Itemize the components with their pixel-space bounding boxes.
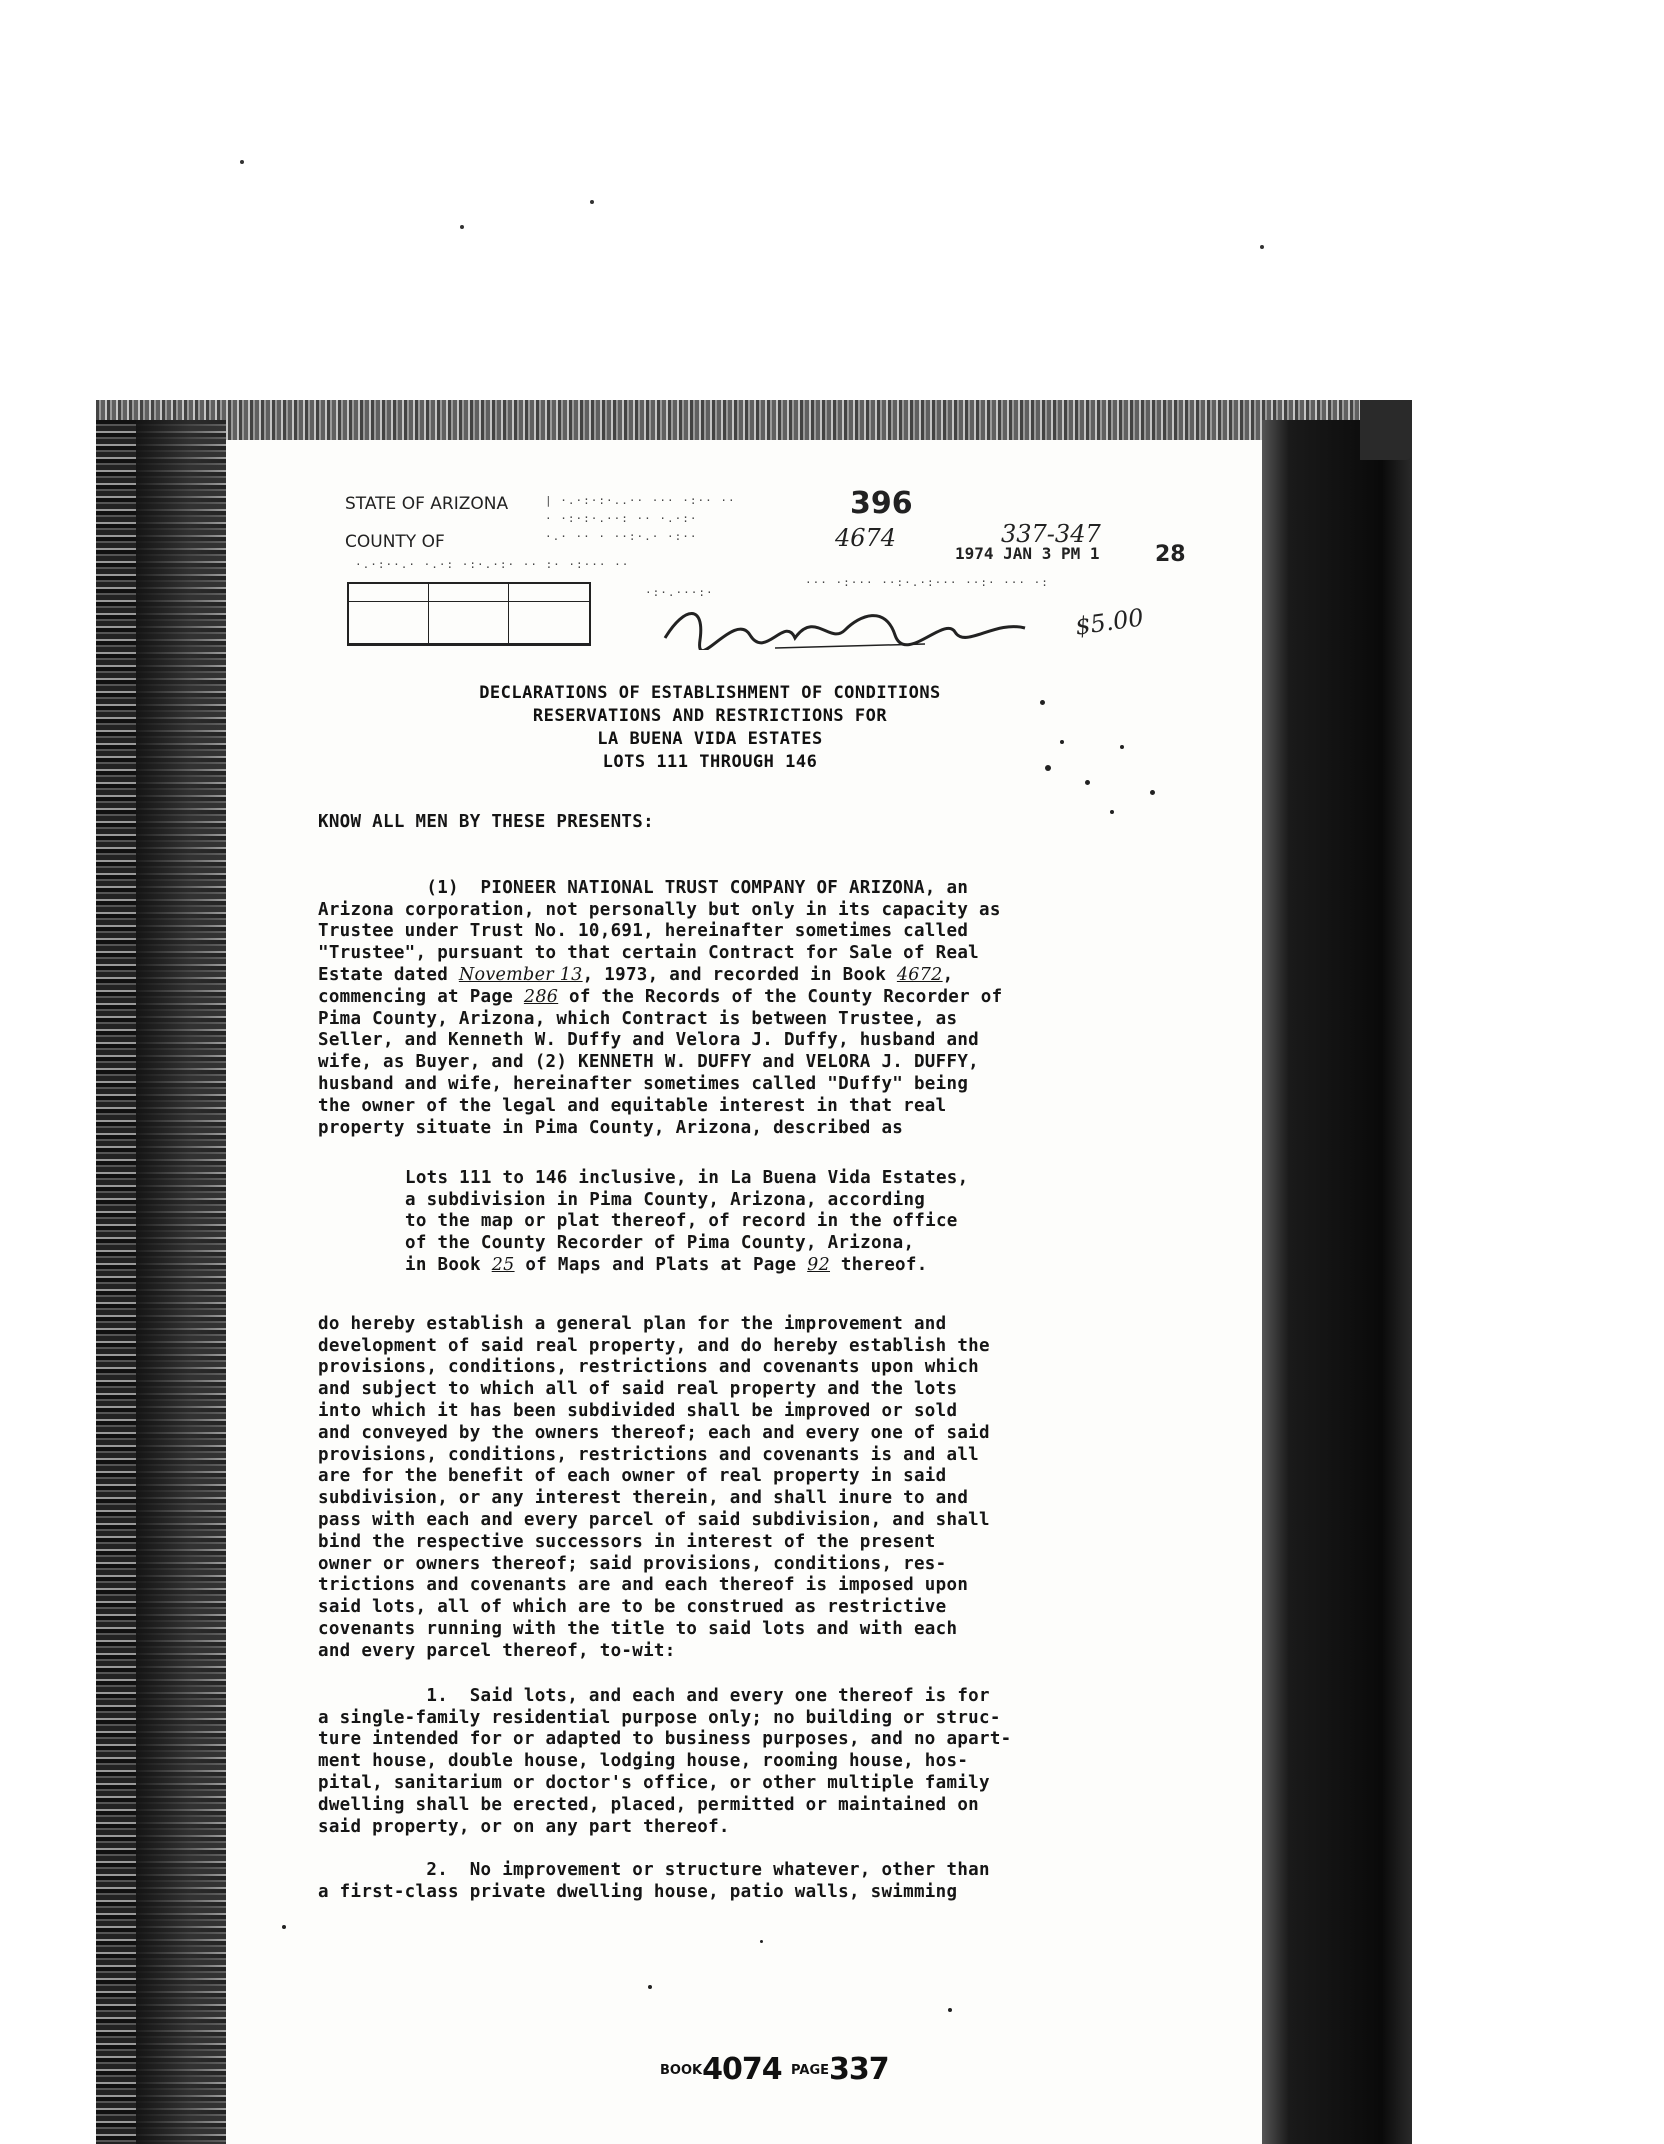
text-line: Estate dated November 13, 1973, and recorded in Book 4672, — [318, 964, 954, 985]
stamp-noise: ··· ·:··· ··:·.·:··· ··:· ··· ·: — [805, 576, 1049, 589]
stamp-noise: · ·:·:·.··: ·· ·.·:· — [545, 512, 698, 525]
scan-speck — [1110, 810, 1114, 814]
scan-top-edge — [96, 400, 1412, 440]
text-line: development of said real property, and do hereby establish the — [318, 1335, 990, 1356]
scan-speck — [948, 2008, 952, 2012]
text-line: ment house, double house, lodging house, rooming house, hos- — [318, 1751, 969, 1772]
text-line: said property, or on any part thereof. — [318, 1816, 730, 1837]
scan-speck — [1120, 745, 1124, 749]
paragraph-restriction-1 — [318, 1664, 1012, 1860]
text-line: ture intended for or adapted to business purposes, and no apart- — [318, 1729, 1012, 1750]
stamp-recorded-minute: 28 — [1155, 542, 1186, 567]
paragraph-general-plan — [318, 1292, 990, 1684]
text-line: provisions, conditions, restrictions and covenants is and all — [318, 1444, 979, 1465]
stamp-recorded-date: 1974 JAN 3 PM 1 — [955, 544, 1100, 563]
stamp-number: 396 — [850, 486, 913, 521]
text-line: Pima County, Arizona, which Contract is between Trustee, as — [318, 1008, 958, 1029]
text-line: (1) PIONEER NATIONAL TRUST COMPANY OF ARIZONA, an — [318, 877, 969, 898]
title-line: LA BUENA VIDA ESTATES — [597, 729, 823, 749]
scan-speck — [282, 1925, 286, 1929]
text-line: are for the benefit of each owner of real property in said — [318, 1466, 947, 1487]
text-line: wife, as Buyer, and (2) KENNETH W. DUFFY and VELORA J. DUFFY, — [318, 1052, 979, 1073]
footer-page-label: PAGE — [791, 2063, 829, 2078]
text-line: Seller, and Kenneth W. Duffy and Velora J. Duffy, husband and — [318, 1030, 979, 1051]
text-line: covenants running with the title to said lots and with each — [318, 1618, 958, 1639]
text-line: to the map or plat thereof, of record in the office — [405, 1211, 958, 1232]
text-line: into which it has been subdivided shall be improved or sold — [318, 1400, 958, 1421]
text-line: Lots 111 to 146 inclusive, in La Buena Vida Estates, — [405, 1167, 969, 1188]
scan-speck — [1085, 780, 1090, 785]
scan-left-edge — [96, 420, 226, 2144]
text-line: 1. Said lots, and each and every one thereof is for — [318, 1685, 990, 1706]
handwritten-map-page: 92 — [807, 1254, 831, 1275]
scan-speck — [460, 225, 464, 229]
text-line: subdivision, or any interest therein, and shall inure to and — [318, 1488, 969, 1509]
text-line: and every parcel thereof, to-wit: — [318, 1640, 676, 1661]
recording-stamp — [335, 486, 1195, 660]
stamp-county: COUNTY OF — [345, 532, 445, 552]
text-line: pass with each and every parcel of said subdivision, and shall — [318, 1509, 990, 1530]
text-line: the owner of the legal and equitable interest in that real — [318, 1095, 947, 1116]
text-line: a single-family residential purpose only; no building or struc- — [318, 1707, 1001, 1728]
scan-speck — [1150, 790, 1155, 795]
text-line: of the County Recorder of Pima County, Arizona, — [405, 1233, 915, 1254]
intro-line: KNOW ALL MEN BY THESE PRESENTS: — [318, 812, 654, 832]
title-line: LOTS 111 THROUGH 146 — [602, 752, 818, 772]
text-line: property situate in Pima County, Arizona, described as — [318, 1117, 904, 1138]
text-line: Arizona corporation, not personally but only in its capacity as — [318, 899, 1001, 920]
scan-speck — [1260, 245, 1264, 249]
paragraph-restriction-2 — [318, 1838, 990, 1925]
text-line: dwelling shall be erected, placed, permitted or maintained on — [318, 1794, 979, 1815]
stamp-state: STATE OF ARIZONA — [345, 494, 509, 514]
text-line: "Trustee", pursuant to that certain Contract for Sale of Real — [318, 943, 979, 964]
text-line: a first-class private dwelling house, patio walls, swimming — [318, 1881, 958, 1902]
handwritten-book: 4672 — [896, 964, 943, 985]
footer-book-label: BOOK — [660, 2063, 703, 2078]
stamp-noise: | ·.·:·:·..·· ··· ·:·· ·· — [545, 494, 736, 507]
text-line: and conveyed by the owners thereof; each and every one of said — [318, 1422, 990, 1443]
footer-page: 337 — [829, 2052, 889, 2087]
footer-book: 4074 — [702, 2052, 782, 2087]
text-line: do hereby establish a general plan for the improvement and — [318, 1313, 947, 1334]
handwritten-page: 286 — [523, 986, 559, 1007]
scan-speck — [760, 1940, 763, 1943]
text-line: a subdivision in Pima County, Arizona, according — [405, 1189, 926, 1210]
document-title — [330, 682, 1090, 774]
scan-right-edge — [1262, 420, 1412, 2144]
stamp-noise: ·:·.···:· — [645, 586, 714, 599]
recorder-signature — [655, 600, 1035, 650]
stamp-noise: ·.·:··.· ·.·: ·:·.·:· ·· :· ·:··· ·· — [355, 558, 630, 571]
text-line: bind the respective successors in interest of the present — [318, 1531, 936, 1552]
scan-speck — [590, 200, 594, 204]
scan-right-cap — [1360, 400, 1412, 460]
stamp-book: 4674 — [835, 524, 897, 552]
text-line: and subject to which all of said real property and the lots — [318, 1379, 958, 1400]
text-line: commencing at Page 286 of the Records of the County Recorder of — [318, 986, 1003, 1007]
title-line: DECLARATIONS OF ESTABLISHMENT OF CONDITIONS — [479, 683, 941, 703]
text-line: pital, sanitarium or doctor's office, or other multiple family — [318, 1772, 990, 1793]
scan-speck — [648, 1985, 652, 1989]
stamp-noise: ·.· ·· · ··:·.· ·:·· — [545, 530, 698, 543]
text-line: in Book 25 of Maps and Plats at Page 92 thereof. — [405, 1254, 928, 1275]
paragraph-parties — [318, 856, 1002, 1161]
text-line: 2. No improvement or structure whatever, other than — [318, 1859, 990, 1880]
text-line: said lots, all of which are to be construed as restrictive — [318, 1597, 947, 1618]
text-line: owner or owners thereof; said provisions, conditions, res- — [318, 1553, 947, 1574]
text-line: husband and wife, hereinafter sometimes called "Duffy" being — [318, 1073, 969, 1094]
text-line: provisions, conditions, restrictions and covenants upon which — [318, 1357, 979, 1378]
title-line: RESERVATIONS AND RESTRICTIONS FOR — [532, 706, 888, 726]
stamp-fee: $5.00 — [1073, 603, 1146, 641]
text-line: trictions and covenants are and each thereof is imposed upon — [318, 1575, 969, 1596]
scan-speck — [240, 160, 244, 164]
book-page-footer — [660, 2052, 889, 2087]
text-line: Trustee under Trust No. 10,691, hereinafter sometimes called — [318, 921, 969, 942]
stamp-grid — [347, 582, 591, 646]
handwritten-map-book: 25 — [491, 1254, 515, 1275]
handwritten-date: November 13 — [458, 964, 583, 985]
stamp-page-range: 337-347 — [1001, 520, 1101, 548]
legal-description — [405, 1146, 968, 1299]
